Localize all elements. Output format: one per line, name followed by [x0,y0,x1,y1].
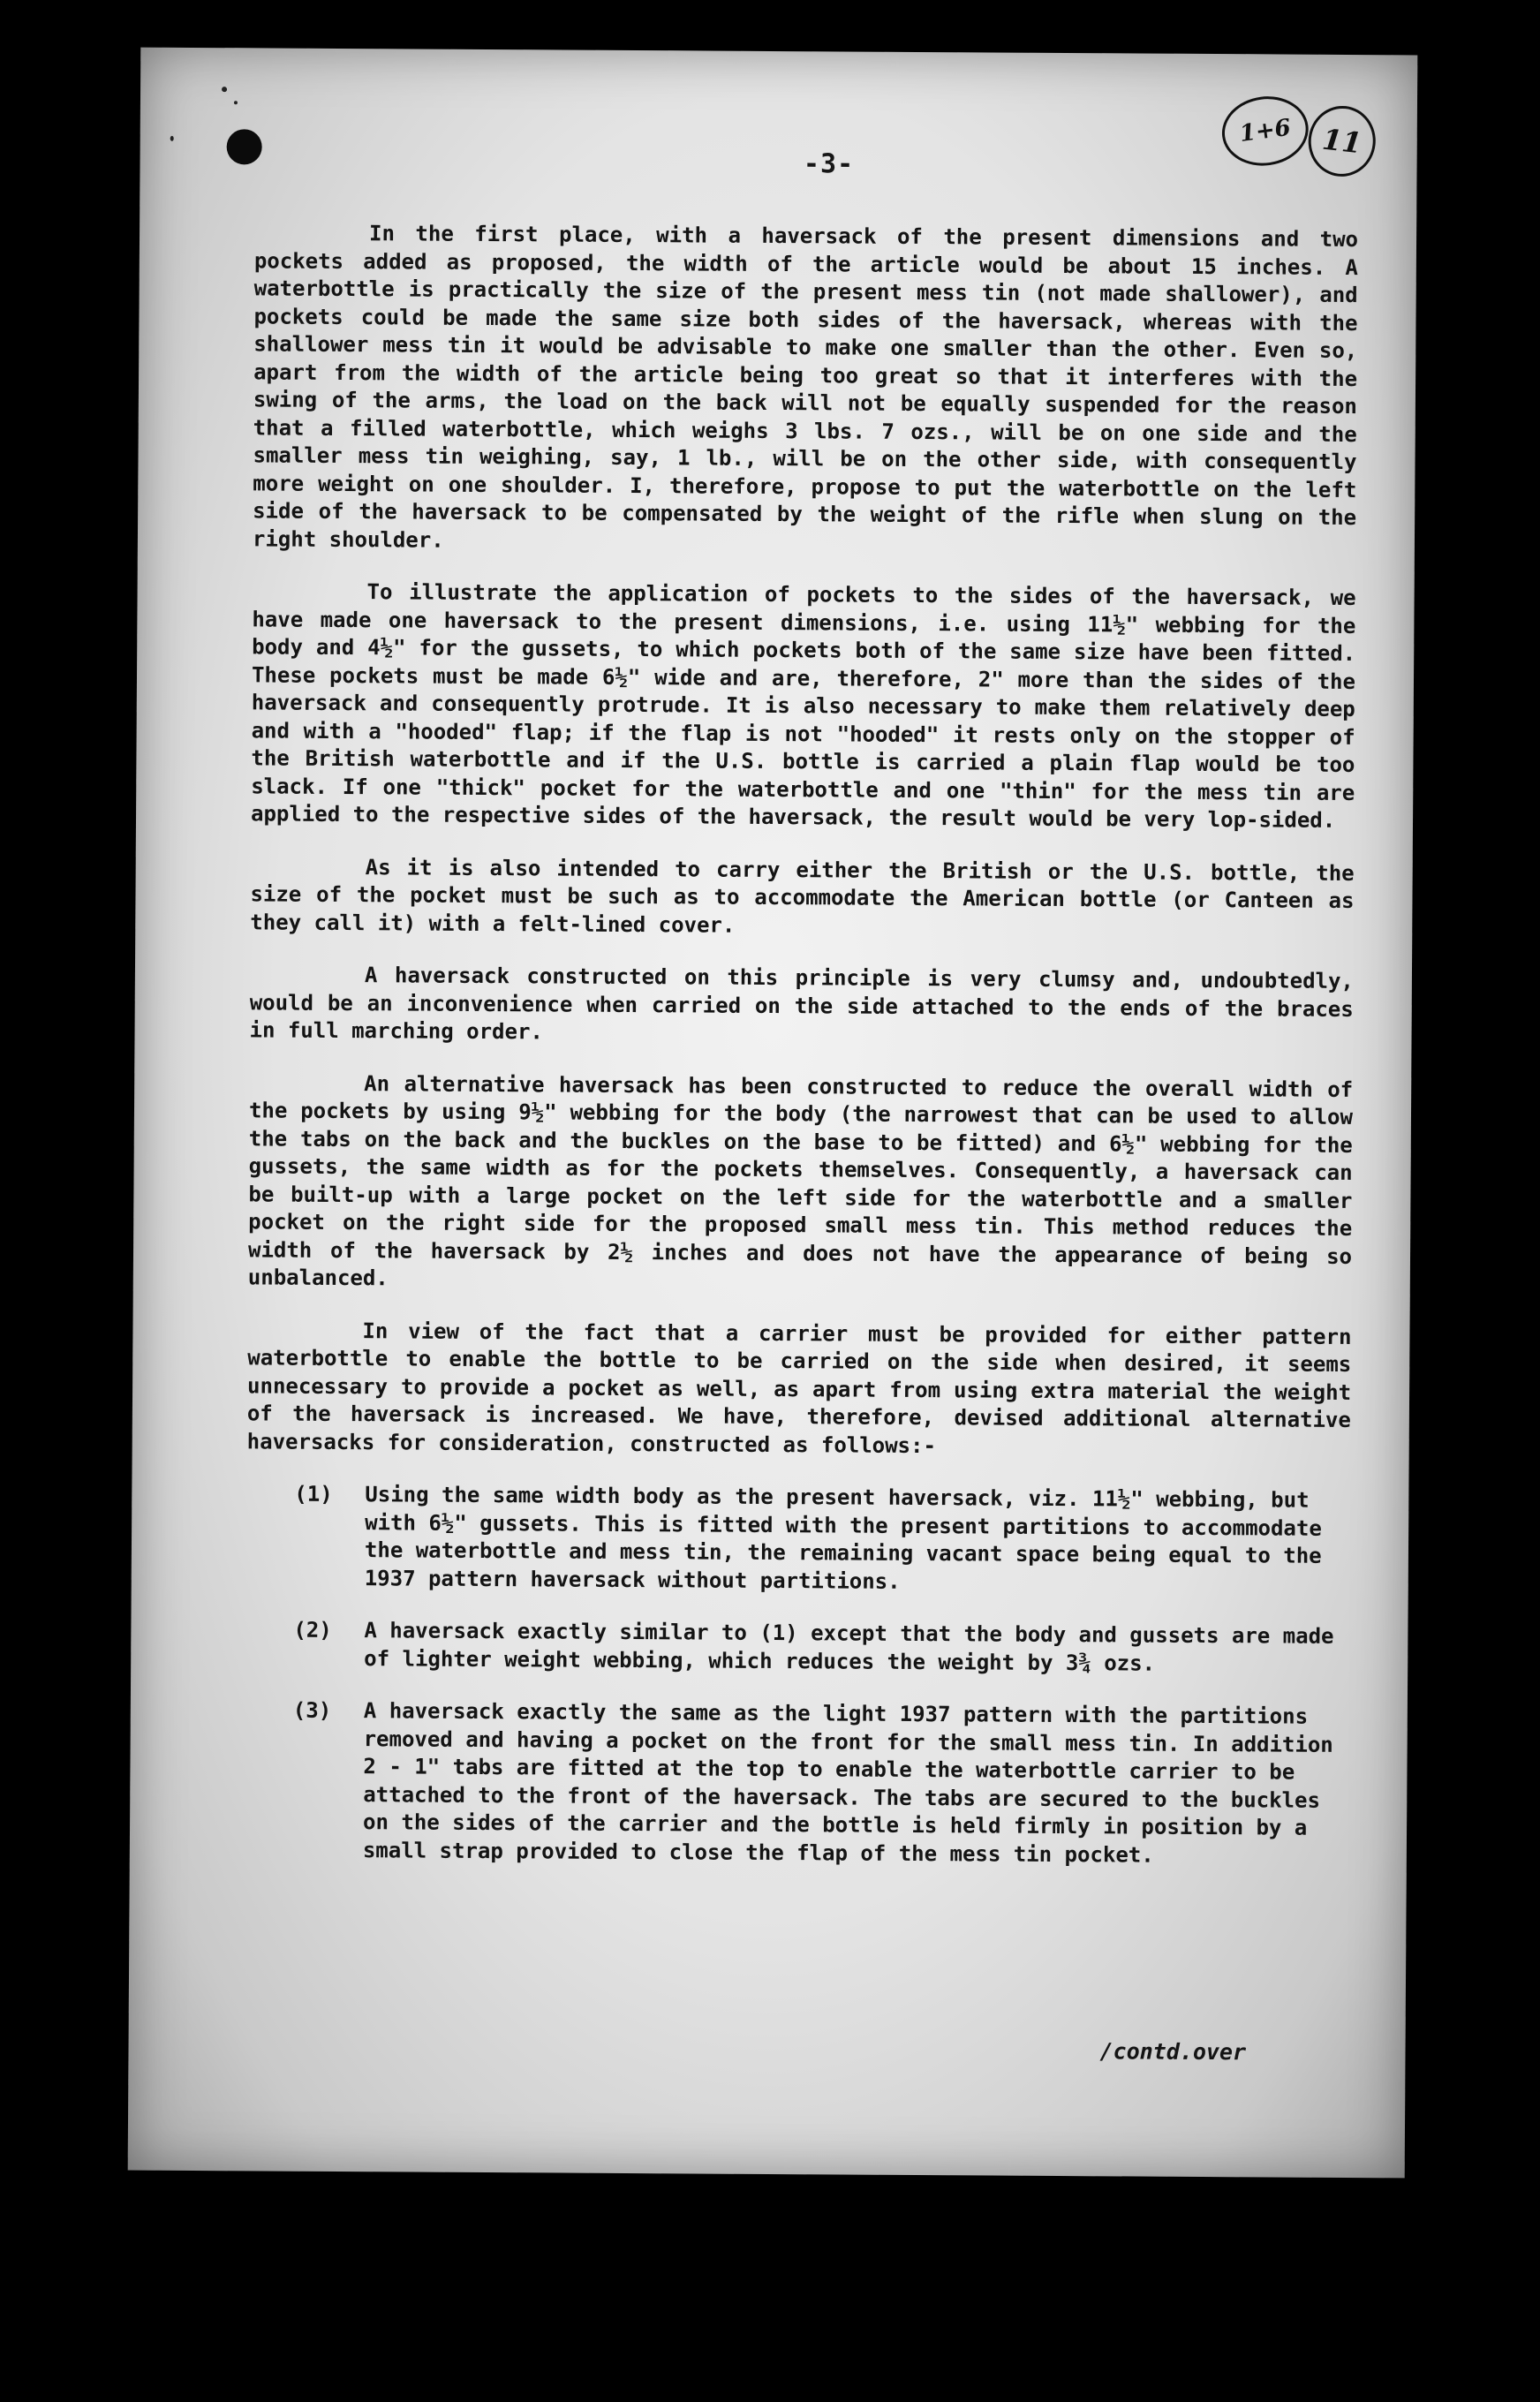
punch-hole [227,129,262,164]
handwritten-folio-annotation: 1+6 [1218,91,1313,170]
list-item-number: (2) [293,1617,332,1643]
ink-speck [222,87,227,92]
paragraph: An alternative haversack has been constructed to reduce the overall width of the pockets by using 9½" webbing for the body (the narrowest that can be used to allow the tabs on the back and the buckles on the base to be fitted) and 6½" webbing for the gussets, the same width as for the pockets themselves. Consequently, a haversack can be built-up with a large pocket on the left side for the waterbottle and a smaller pocket on the right side for the proposed small mess tin. This method reduces the width of the haversack by 2½ inches and does not have the appearance of being so unbalanced. [247,1070,1354,1291]
document-page [128,48,1418,2179]
paragraph: As it is also intended to carry either the British or the U.S. bottle, the size of the pocket must be such as to accommodate the American bottle (or Canteen as they call it) with a felt-lined cover. [250,854,1355,938]
ink-speck [170,136,174,141]
continuation-note: /contd.over [1099,2038,1247,2066]
list-item [294,1481,1351,1598]
document-body [245,219,1359,1895]
list-item [293,1617,1349,1679]
paragraph: To illustrate the application of pockets to the sides of the haversack, we have made one haversack to the present dimensions, i.e. using 11½" webbing for the body and 4½" for the gussets, to which pockets both of the same size have been fitted. These pockets must be made 6½" wide and are, therefore, 2" more than the sides of the haversack and consequently protrude. It is also necessary to make them relatively deep and with a "hooded" flap; if the flap is not "hooded" it rests only on the stopper of the British waterbottle and if the U.S. bottle is carried a plain flap would be too slack. If one "thick" pocket for the waterbottle and one "thin" for the mess tin are applied to the respective sides of the haversack, the result would be very lop-sided. [250,579,1356,833]
paragraph: In view of the fact that a carrier must be provided for either pattern waterbottle to enable the bottle to be carried on the side when desired, it seems unnecessary to provide a pocket as well, as apart from using extra material the weight of the haversack is increased. We have, therefore, devised additional alternative haversacks for consideration, constructed as follows:- [246,1318,1352,1458]
list-item-text: Using the same width body as the present haversack, viz. 11½" webbing, but with 6½" gussets. This is fitted with the present partitions to accommodate the waterbottle and mess tin, the remaining vacant space being equal to the 1937 pattern haversack without partitions. [364,1482,1322,1594]
list-item [292,1697,1349,1870]
numbered-list [245,1480,1351,1870]
ink-speck [234,101,238,104]
list-item-number: (1) [294,1481,333,1507]
page-number: -3- [803,148,855,180]
paragraph: A haversack constructed on this principle is very clumsy and, undoubtedly, would be an inconvenience when carried on the side attached to the ends of the braces in full marching order. [249,963,1355,1045]
list-item-number: (3) [292,1697,332,1723]
list-item-text: A haversack exactly the same as the light 1937 pattern with the partitions removed and having a pocket on the front for the small mess tin. In addition 2 - 1" tabs are fitted at the top to enable the waterbottle carrier to be attached to the front of the haversack. The tabs are secured to the buckles on the sides of the carrier and the bottle is held firmly in position by a small strap provided to close the flap of the mess tin pocket. [362,1698,1333,1868]
handwritten-folio-annotation: 11 [1305,102,1379,180]
paragraph: In the first place, with a haversack of the present dimensions and two pockets added as proposed, the width of the article would be about 15 inches. A waterbottle is practically the size of the present mess tin (not made shallower), and pockets could be made the same size both sides of the haversack, whereas with the shallower mess tin it would be advisable to make one smaller than the other. Even so, apart from the width of the article being too great so that it interferes with the swing of the arms, the load on the back will not be equally suspended for the reason that a filled waterbottle, which weighs 3 lbs. 7 ozs., will be on one side and the smaller mess tin weighing, say, 1 lb., will be on the other side, with consequently more weight on one shoulder. I, therefore, propose to put the waterbottle on the left side of the haversack to be compensated by the weight of the rifle when slung on the right shoulder. [252,221,1359,553]
list-item-text: A haversack exactly similar to (1) except that the body and gussets are made of lighter weight webbing, which reduces the weight by 3¾ ozs. [364,1618,1334,1676]
